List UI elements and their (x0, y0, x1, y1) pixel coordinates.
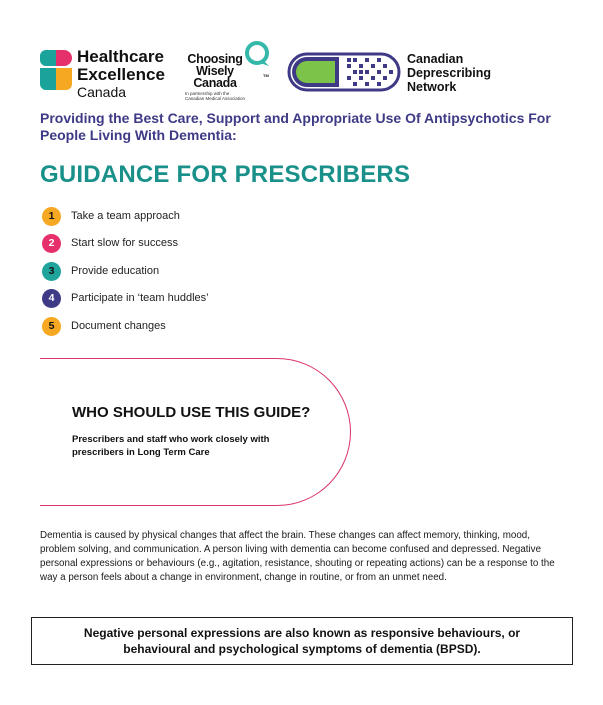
document-subtitle: Providing the Best Care, Support and Appropriate Use Of Antipsychotics For People Living With Dementia: (40, 110, 551, 143)
step-label: Take a team approach (71, 210, 180, 222)
step-number-badge: 3 (42, 262, 61, 281)
list-item (42, 287, 209, 309)
step-label: Provide education (71, 265, 160, 277)
cwc-trademark: TM (263, 73, 269, 78)
step-label: Start slow for success (71, 237, 178, 249)
step-number-badge: 4 (42, 289, 61, 308)
guide-audience-box (40, 358, 351, 506)
list-item (42, 260, 159, 282)
list-item (42, 232, 178, 254)
page-title: GUIDANCE FOR PRESCRIBERS (40, 161, 411, 188)
cdn-line1: Canadian (407, 52, 464, 66)
cdn-line2: Deprescribing (407, 66, 492, 80)
healthcare-excellence-canada-logo (40, 46, 180, 100)
choosing-wisely-canada-logo (185, 40, 275, 104)
step-number-badge: 1 (42, 207, 61, 226)
step-label: Participate in ‘team huddles’ (71, 292, 209, 304)
cwc-line3: Canada (193, 76, 237, 90)
hec-line3: Canada (77, 84, 127, 100)
canadian-deprescribing-network-logo (287, 50, 577, 95)
guide-audience-text: Prescribers and staff who work closely with prescribers in Long Term Care (72, 434, 270, 458)
hec-line1: Healthcare (77, 47, 164, 66)
cwc-partnership-line1: In partnership with the (185, 91, 230, 96)
hec-mark-icon (40, 46, 72, 94)
cdn-line3: Network (407, 80, 457, 94)
bpsd-callout-text: Negative personal expressions are also known as responsive behaviours, or behavioural and psychological symptoms of dementia (BPSD). (83, 626, 521, 656)
cwc-partnership-line2: Canadian Medical Association (185, 96, 246, 101)
dementia-description-paragraph: Dementia is caused by physical changes that affect the brain. These changes can affect memory, thinking, mood, problem solving, and communication. A person living with dementia can become confused and depressed. Negative personal expressions or behaviours (e.g., agitation, resistance, shouting or repeating actions) can be a response to the way a person feels about a change in environment, change in routine, or from an unmet need. (40, 530, 555, 583)
step-number-badge: 5 (42, 317, 61, 336)
bpsd-callout-box (31, 617, 573, 665)
step-label: Document changes (71, 320, 166, 332)
list-item (42, 315, 166, 337)
cwc-line2: Wisely (196, 64, 234, 78)
step-number-badge: 2 (42, 234, 61, 253)
hec-line2: Excellence (77, 65, 165, 84)
speech-bubble-icon (243, 40, 271, 68)
guide-audience-heading: WHO SHOULD USE THIS GUIDE? (72, 404, 311, 421)
pill-icon (287, 50, 405, 94)
list-item (42, 205, 180, 227)
cwc-line1: Choosing (187, 52, 243, 66)
